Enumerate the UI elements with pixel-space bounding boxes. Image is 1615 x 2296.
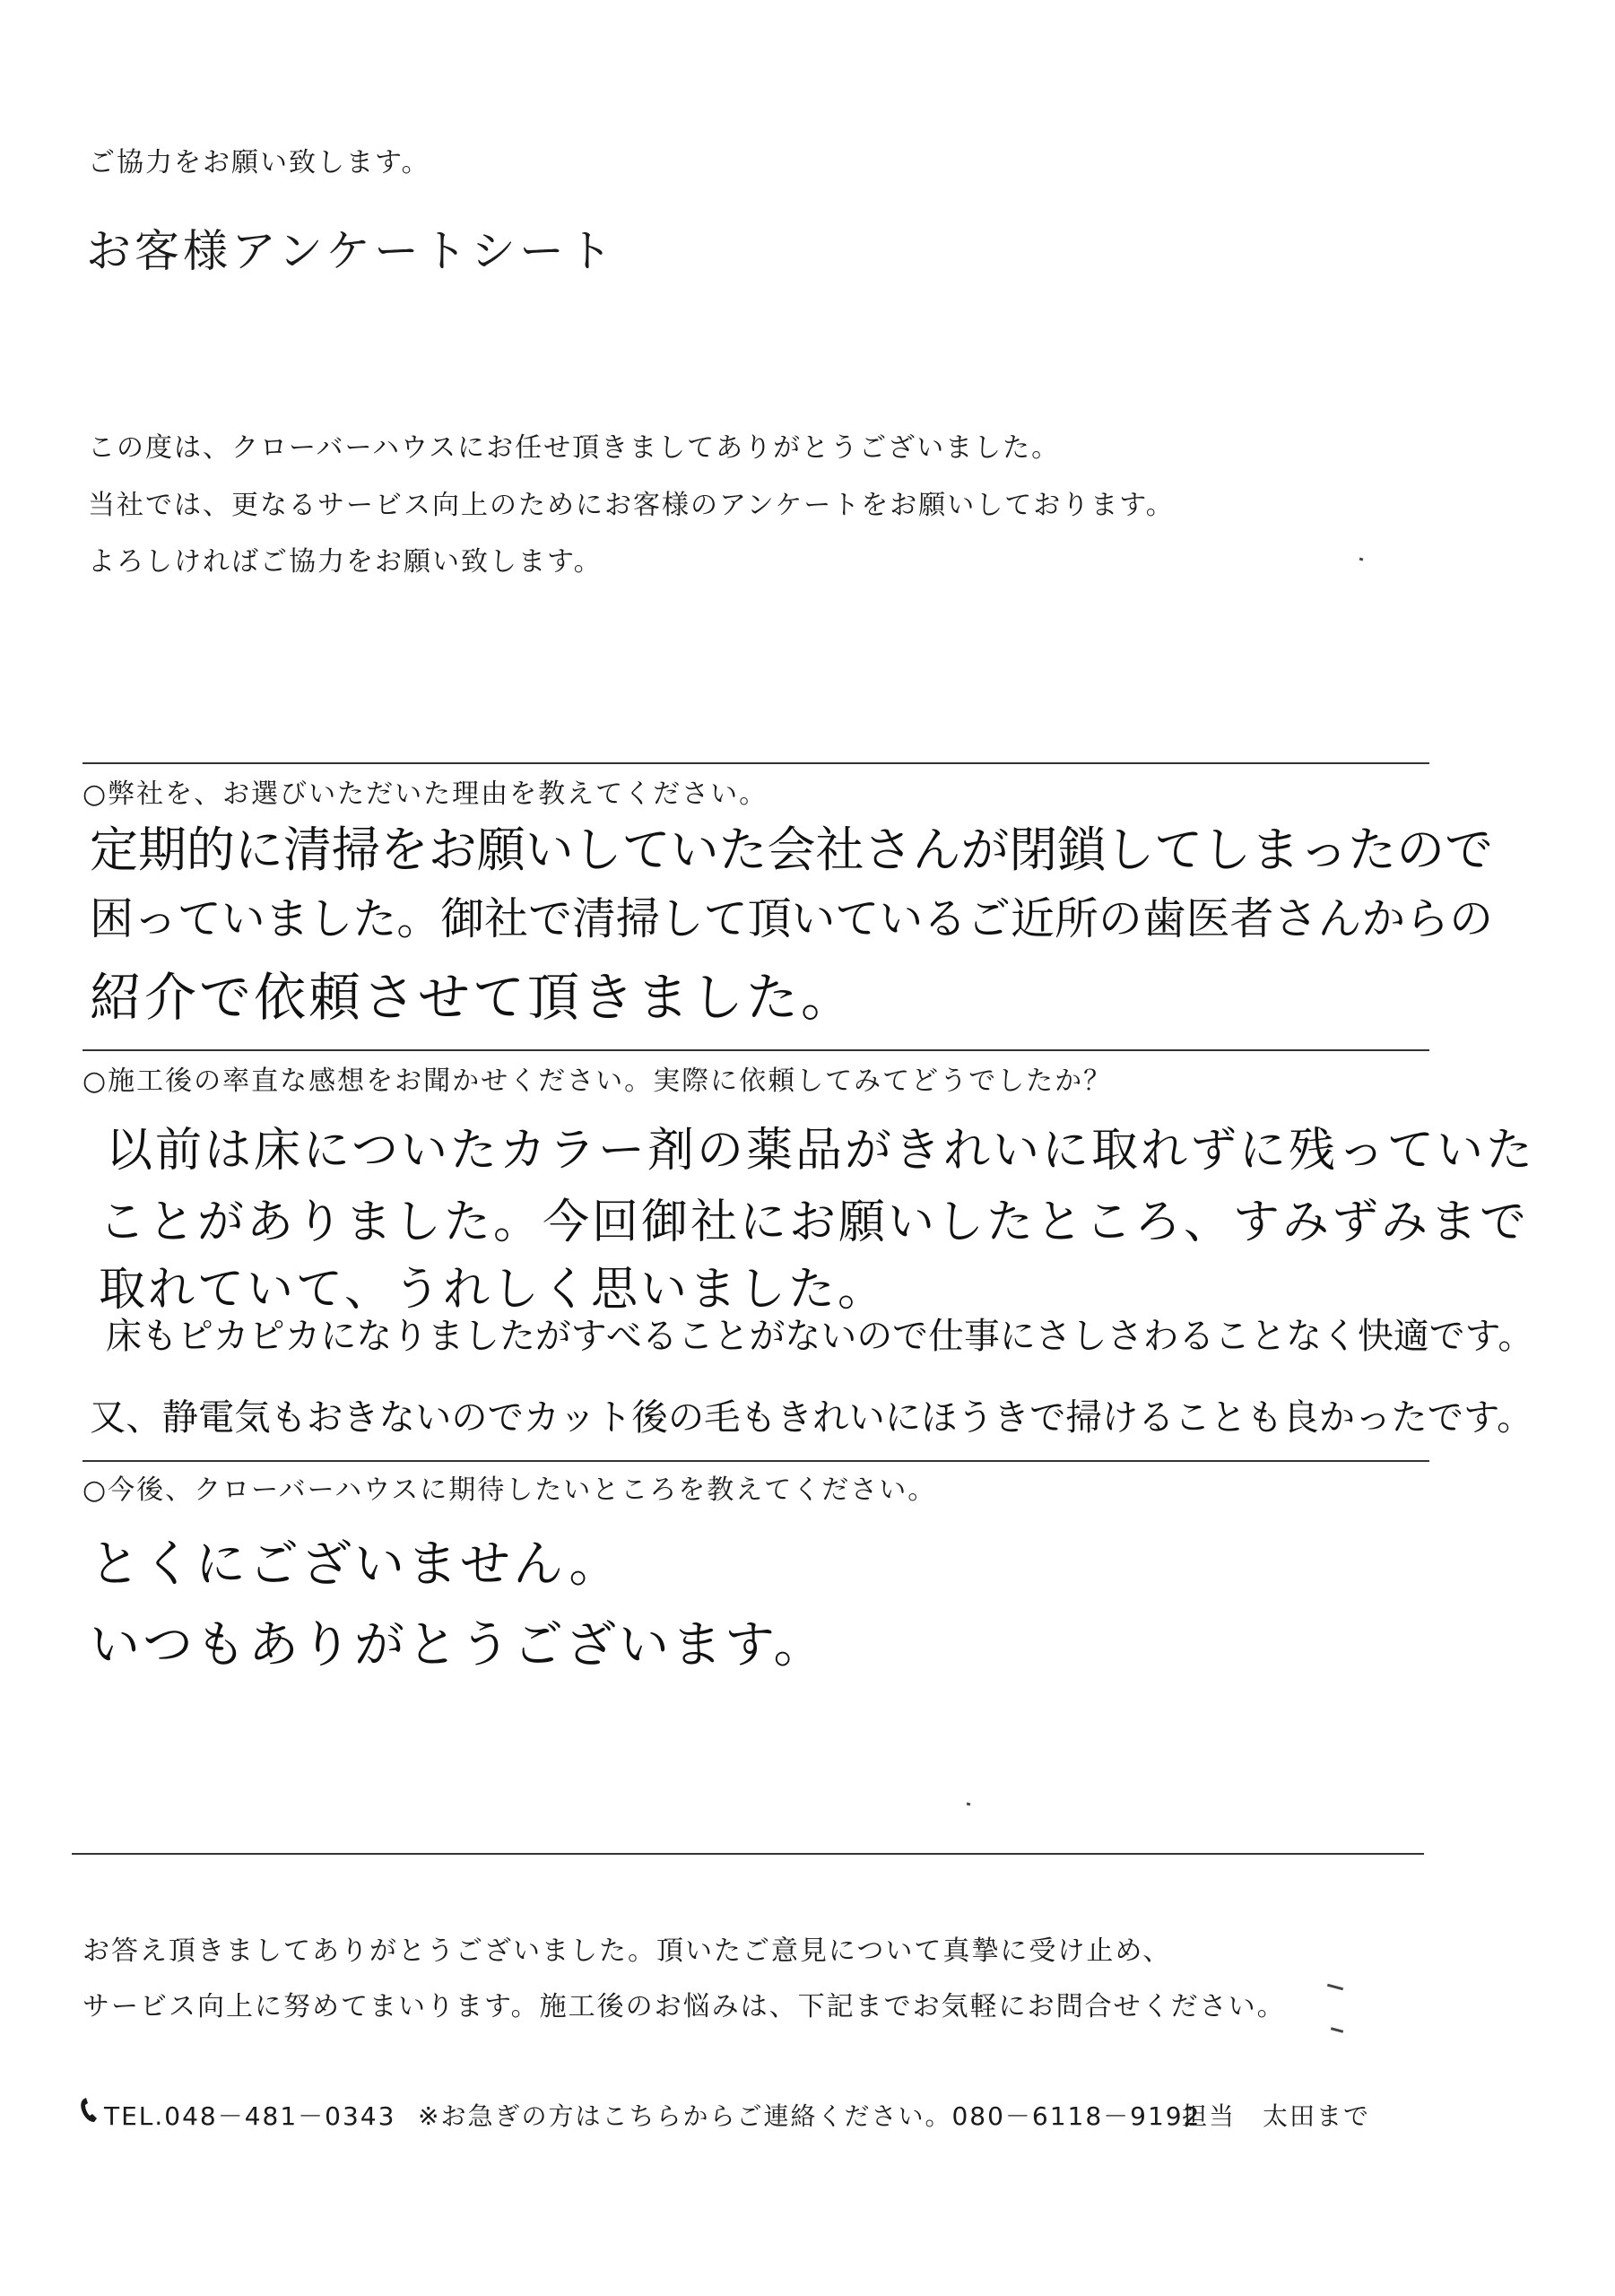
section-divider <box>82 1049 1429 1051</box>
section-divider <box>82 1460 1429 1462</box>
answer-2-line-1: 以前は床についたカラー剤の薬品がきれいに取れずに残っていた <box>106 1124 1535 1178</box>
intro-line-2: 当社では、更なるサービス向上のためにお客様のアンケートをお願いしております。 <box>88 490 1175 521</box>
answer-2-line-5: 又、静電気もおきないのでカット後の毛もきれいにほうきで掃けることも良かったです。 <box>90 1396 1533 1439</box>
page-title: お客様アンケートシート <box>86 225 616 277</box>
request-text: ご協力をお願い致します。 <box>88 147 430 178</box>
answer-3-line-2: いつもありがとうございます。 <box>90 1616 827 1674</box>
scan-speck <box>967 1803 971 1806</box>
intro-line-3: よろしければご協力をお願い致します。 <box>88 546 603 578</box>
intro-line-1: この度は、クローバーハウスにお任せ頂きましてありがとうございました。 <box>88 432 1061 464</box>
answer-2-line-3: 取れていて、うれしく思いました。 <box>99 1263 887 1317</box>
scan-speck <box>1331 2027 1343 2033</box>
answer-1-line-1: 定期的に清掃をお願いしていた会社さんが閉鎖してしまったので <box>90 822 1494 878</box>
tel-number: TEL.048－481－0343 <box>104 2101 396 2131</box>
urgent-contact: ※お急ぎの方はこちらからご連絡ください。080－6118－9192 <box>418 2101 1202 2131</box>
question-3: ○今後、クローバーハウスに期待したいところを教えてください。 <box>82 1474 937 1506</box>
question-2: ○施工後の率直な感想をお聞かせください。実際に依頼してみてどうでしたか？ <box>82 1065 1113 1097</box>
scan-speck <box>1359 558 1364 561</box>
section-divider <box>82 762 1429 764</box>
answer-1-line-2: 困っていました。御社で清掃して頂いているご近所の歯医者さんからの <box>90 893 1494 944</box>
scan-speck <box>1327 1984 1343 1991</box>
answer-1-line-3: 紹介で依頼させて頂きました。 <box>90 967 856 1028</box>
thanks-line-1: お答え頂きましてありがとうございました。頂いたご意見について真摯に受け止め、 <box>82 1935 1172 1967</box>
answer-2-line-4: 床もピカピカになりましたがすべることがないので仕事にさしさわることなく快適です。 <box>106 1316 1534 1357</box>
question-1: ○弊社を、お選びいただいた理由を教えてください。 <box>82 778 768 810</box>
thanks-line-2: サービス向上に努めてまいります。施工後のお悩みは、下記までお気軽にお問合せください。 <box>82 1991 1286 2022</box>
phone-icon-graphic <box>79 2097 99 2124</box>
answer-3-line-1: とくにございません。 <box>90 1535 622 1594</box>
contact-person: 担当 太田まで <box>1182 2101 1371 2131</box>
answer-2-line-2: ことがありました。今回御社にお願いしたところ、すみずみまで <box>99 1196 1530 1249</box>
phone-icon <box>79 2097 99 2131</box>
section-divider <box>72 1853 1424 1855</box>
